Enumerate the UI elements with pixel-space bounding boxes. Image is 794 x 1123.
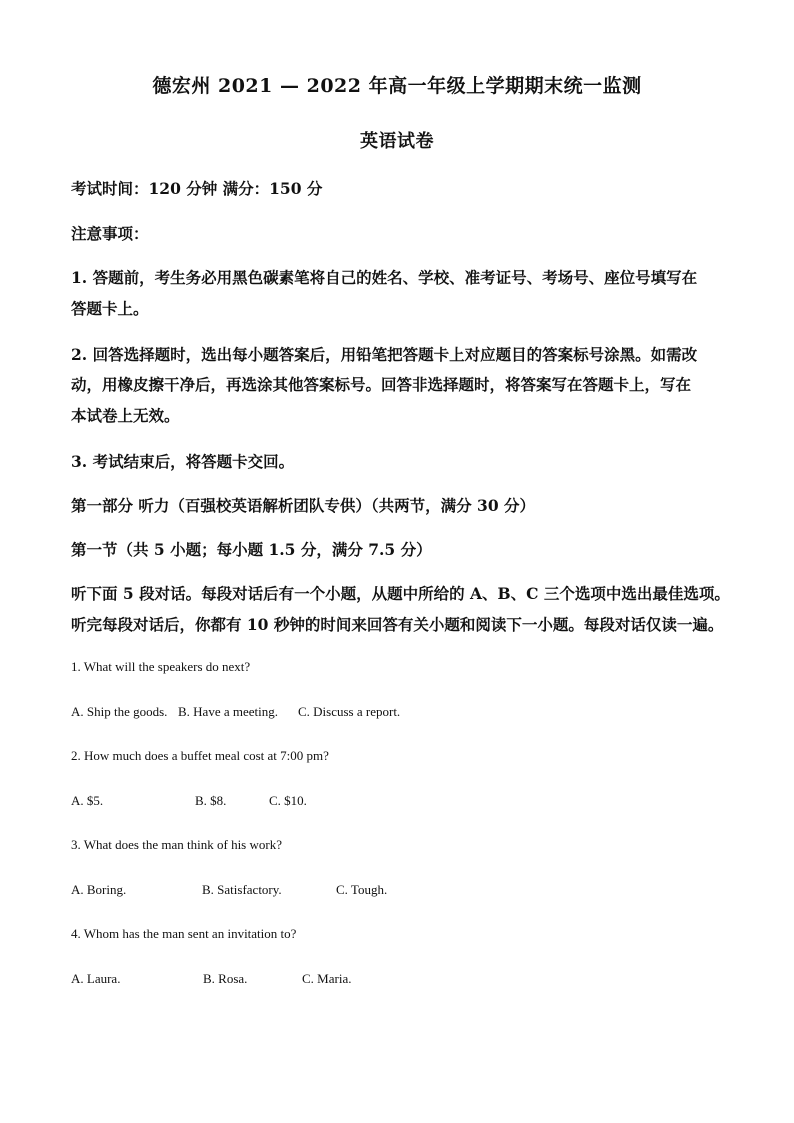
question-3-stem: 3. What does the man think of his work? [71,837,282,852]
part1-heading: 第一部分 听力（百强校英语解析团队专供）（共两节，满分 30 分） [71,496,536,515]
note-1-line-2: 答题卡上。 [71,299,149,318]
question-3-option-a: A. Boring. [71,882,127,897]
note-3: 3. 考试结束后，将答题卡交回。 [71,452,295,471]
notes-heading: 注意事项： [71,224,149,243]
question-2-stem: 2. How much does a buffet meal cost at 7:00 pm? [71,748,329,763]
question-4-option-b: B. Rosa. [203,971,248,986]
question-4-option-c: C. Maria. [302,971,352,986]
question-1-stem: 1. What will the speakers do next? [71,659,251,674]
question-3-option-c: C. Tough. [336,882,388,897]
question-3-option-b: B. Satisfactory. [202,882,282,897]
question-2-option-b: B. $8. [195,793,227,808]
question-4-option-a: A. Laura. [71,971,121,986]
question-2-option-a: A. $5. [71,793,104,808]
exam-title: 德宏州 2021 — 2022 年高一年级上学期期末统一监测 [152,75,642,97]
note-2-line-3: 本试卷上无效。 [71,406,180,425]
question-4-stem: 4. Whom has the man sent an invitation to? [71,926,297,941]
note-2-line-1: 2. 回答选择题时，选出每小题答案后，用铅笔把答题卡上对应题目的答案标号涂黑。如需改 [71,345,698,364]
section1-heading: 第一节（共 5 小题；每小题 1.5 分，满分 7.5 分） [71,540,432,559]
question-2-option-c: C. $10. [269,793,307,808]
question-1-option-a: A. Ship the goods. [71,704,168,719]
instruction-line-1: 听下面 5 段对话。每段对话后有一个小题，从题中所给的 A、B、C 三个选项中选出最佳选项。 [71,584,730,603]
exam-subtitle: 英语试卷 [360,131,434,152]
question-1-option-b: B. Have a meeting. [178,704,278,719]
exam-info: 考试时间：120 分钟 满分：150 分 [71,179,323,198]
instruction-line-2: 听完每段对话后，你都有 10 秒钟的时间来回答有关小题和阅读下一小题。每段对话仅读一遍。 [71,615,724,634]
note-2-line-2: 动，用橡皮擦干净后，再选涂其他答案标号。回答非选择题时，将答案写在答题卡上，写在 [71,375,692,394]
note-1-line-1: 1. 答题前，考生务必用黑色碳素笔将自己的姓名、学校、准考证号、考场号、座位号填写在 [71,268,698,287]
question-1-option-c: C. Discuss a report. [298,704,401,719]
